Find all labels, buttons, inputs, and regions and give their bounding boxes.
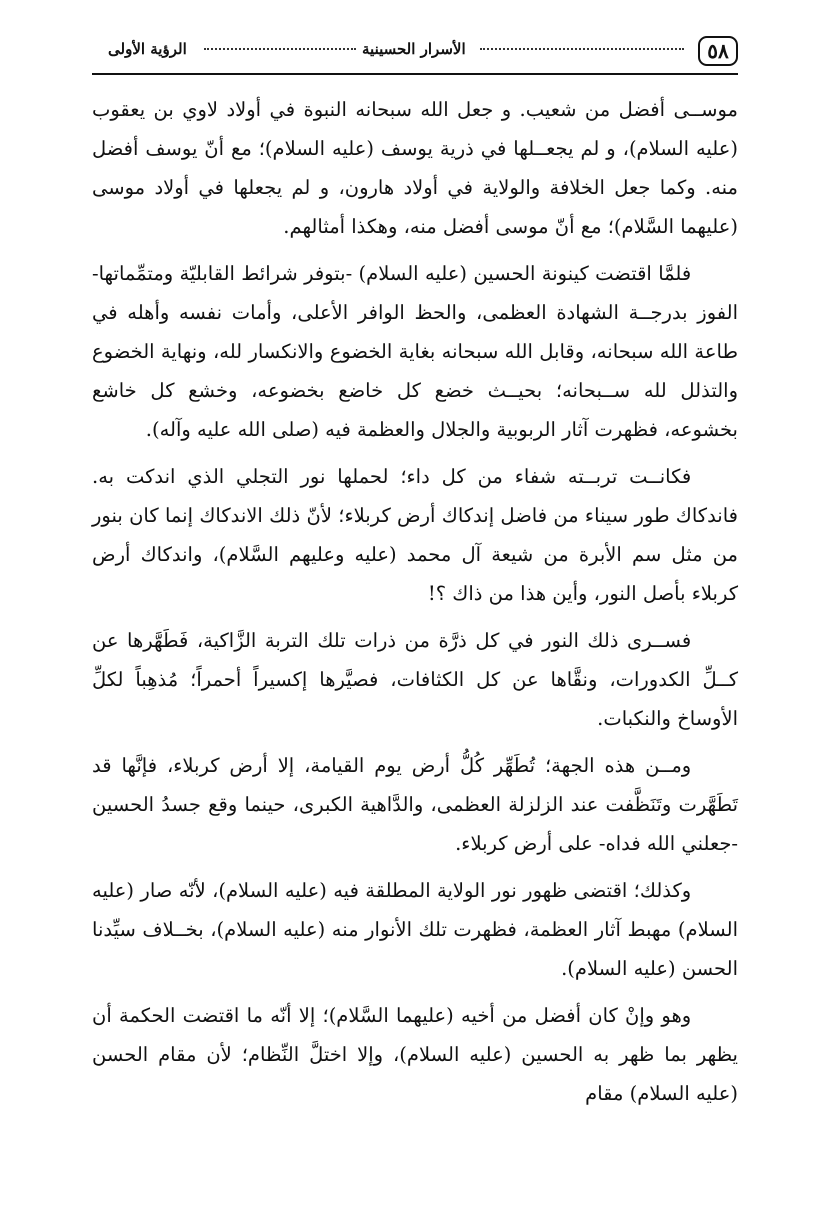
paragraph: وهو وإنْ كان أفضل من أخيه (عليهما السَّلام)؛ إلا أنّه ما اقتضت الحكمة أن يظهر بما ظهر به الحسين (عليه السلام)، وإلا اختلَّ النِّظام؛ لأن مقام الحسن (عليه السلام) مقام bbox=[92, 1004, 738, 1105]
main-text bbox=[92, 90, 738, 1121]
header-dotted-leader bbox=[480, 48, 684, 50]
running-head-section-title: الرؤية الأولى bbox=[108, 40, 187, 58]
paragraph: وكذلك؛ اقتضى ظهور نور الولاية المطلقة فيه (عليه السلام)، لأنّه صار (عليه السلام) مهبط آثار العظمة، فظهرت تلك الأنوار منه (عليه السلام)، بخــلاف سيِّدنا الحسن (عليه السلام). bbox=[92, 879, 738, 980]
paragraph: موســى أفضل من شعيب. و جعل الله سبحانه النبوة في أولاد لاوي بن يعقوب (عليه السلام)، و لم يجعــلها في ذرية يوسف (عليه السلام)؛ مع أنّ يوسف أفضل منه. وكما جعل الخلافة والولاية في أولاد هارون، و لم يجعلها في أولاد موسى (عليهما السَّلام)؛ مع أنّ موسى أفضل منه، وهكذا أمثالهم. bbox=[92, 98, 738, 238]
running-head-book-title: الأسرار الحسينية bbox=[362, 40, 466, 58]
paragraph: فســرى ذلك النور في كل ذرَّة من ذرات تلك التربة الزَّاكية، فَطَهَّرها عن كــلِّ الكدورات، ونقَّاها عن كل الكثافات، فصيَّرها إكسيراً أحمراً؛ مُذهِباً لكلِّ الأوساخ والنكبات. bbox=[92, 629, 738, 730]
paragraph: فلمَّا اقتضت كينونة الحسين (عليه السلام) -بتوفر شرائط القابليّة ومتمِّماتها- الفوز بدرجــة الشهادة العظمى، والحظ الوافر الأعلى، وأمات نفسه وأهله في طاعة الله سبحانه، وقابل الله سبحانه بغاية الخضوع والانكسار لله، ونهاية الخضوع والتذلل لله ســبحانه؛ بحيــث خضع كل خاضع بخضوعه، وخشع كل خاشع بخشوعه، فظهرت آثار الربوبية والجلال والعظمة فيه (صلى الله عليه وآله). bbox=[92, 262, 738, 441]
paragraph: ومــن هذه الجهة؛ تُطَهِّر كُلُّ أرض يوم القيامة، إلا أرض كربلاء، فإنَّها قد تَطَهَّرت وتَنَظَّفت عند الزلزلة العظمى، والدَّاهية الكبرى، حينما وقع جسدُ الحسين -جعلني الله فداه- على أرض كربلاء. bbox=[92, 754, 738, 855]
page-number: ٥٨ bbox=[698, 36, 738, 66]
page-header bbox=[92, 34, 738, 76]
paragraph: فكانــت تربــته شفاء من كل داء؛ لحملها نور التجلي الذي اندكت به. فاندكاك طور سيناء من فاضل إندكاك أرض كربلاء؛ لأنّ ذلك الاندكاك إنما كان بنور من مثل سم الأبرة من شيعة آل محمد (عليه وعليهم السَّلام)، واندكاك أرض كربلاء بأصل النور، وأين هذا من ذاك ؟! bbox=[92, 465, 738, 605]
header-rule bbox=[92, 73, 738, 75]
header-dotted-leader bbox=[204, 48, 356, 50]
